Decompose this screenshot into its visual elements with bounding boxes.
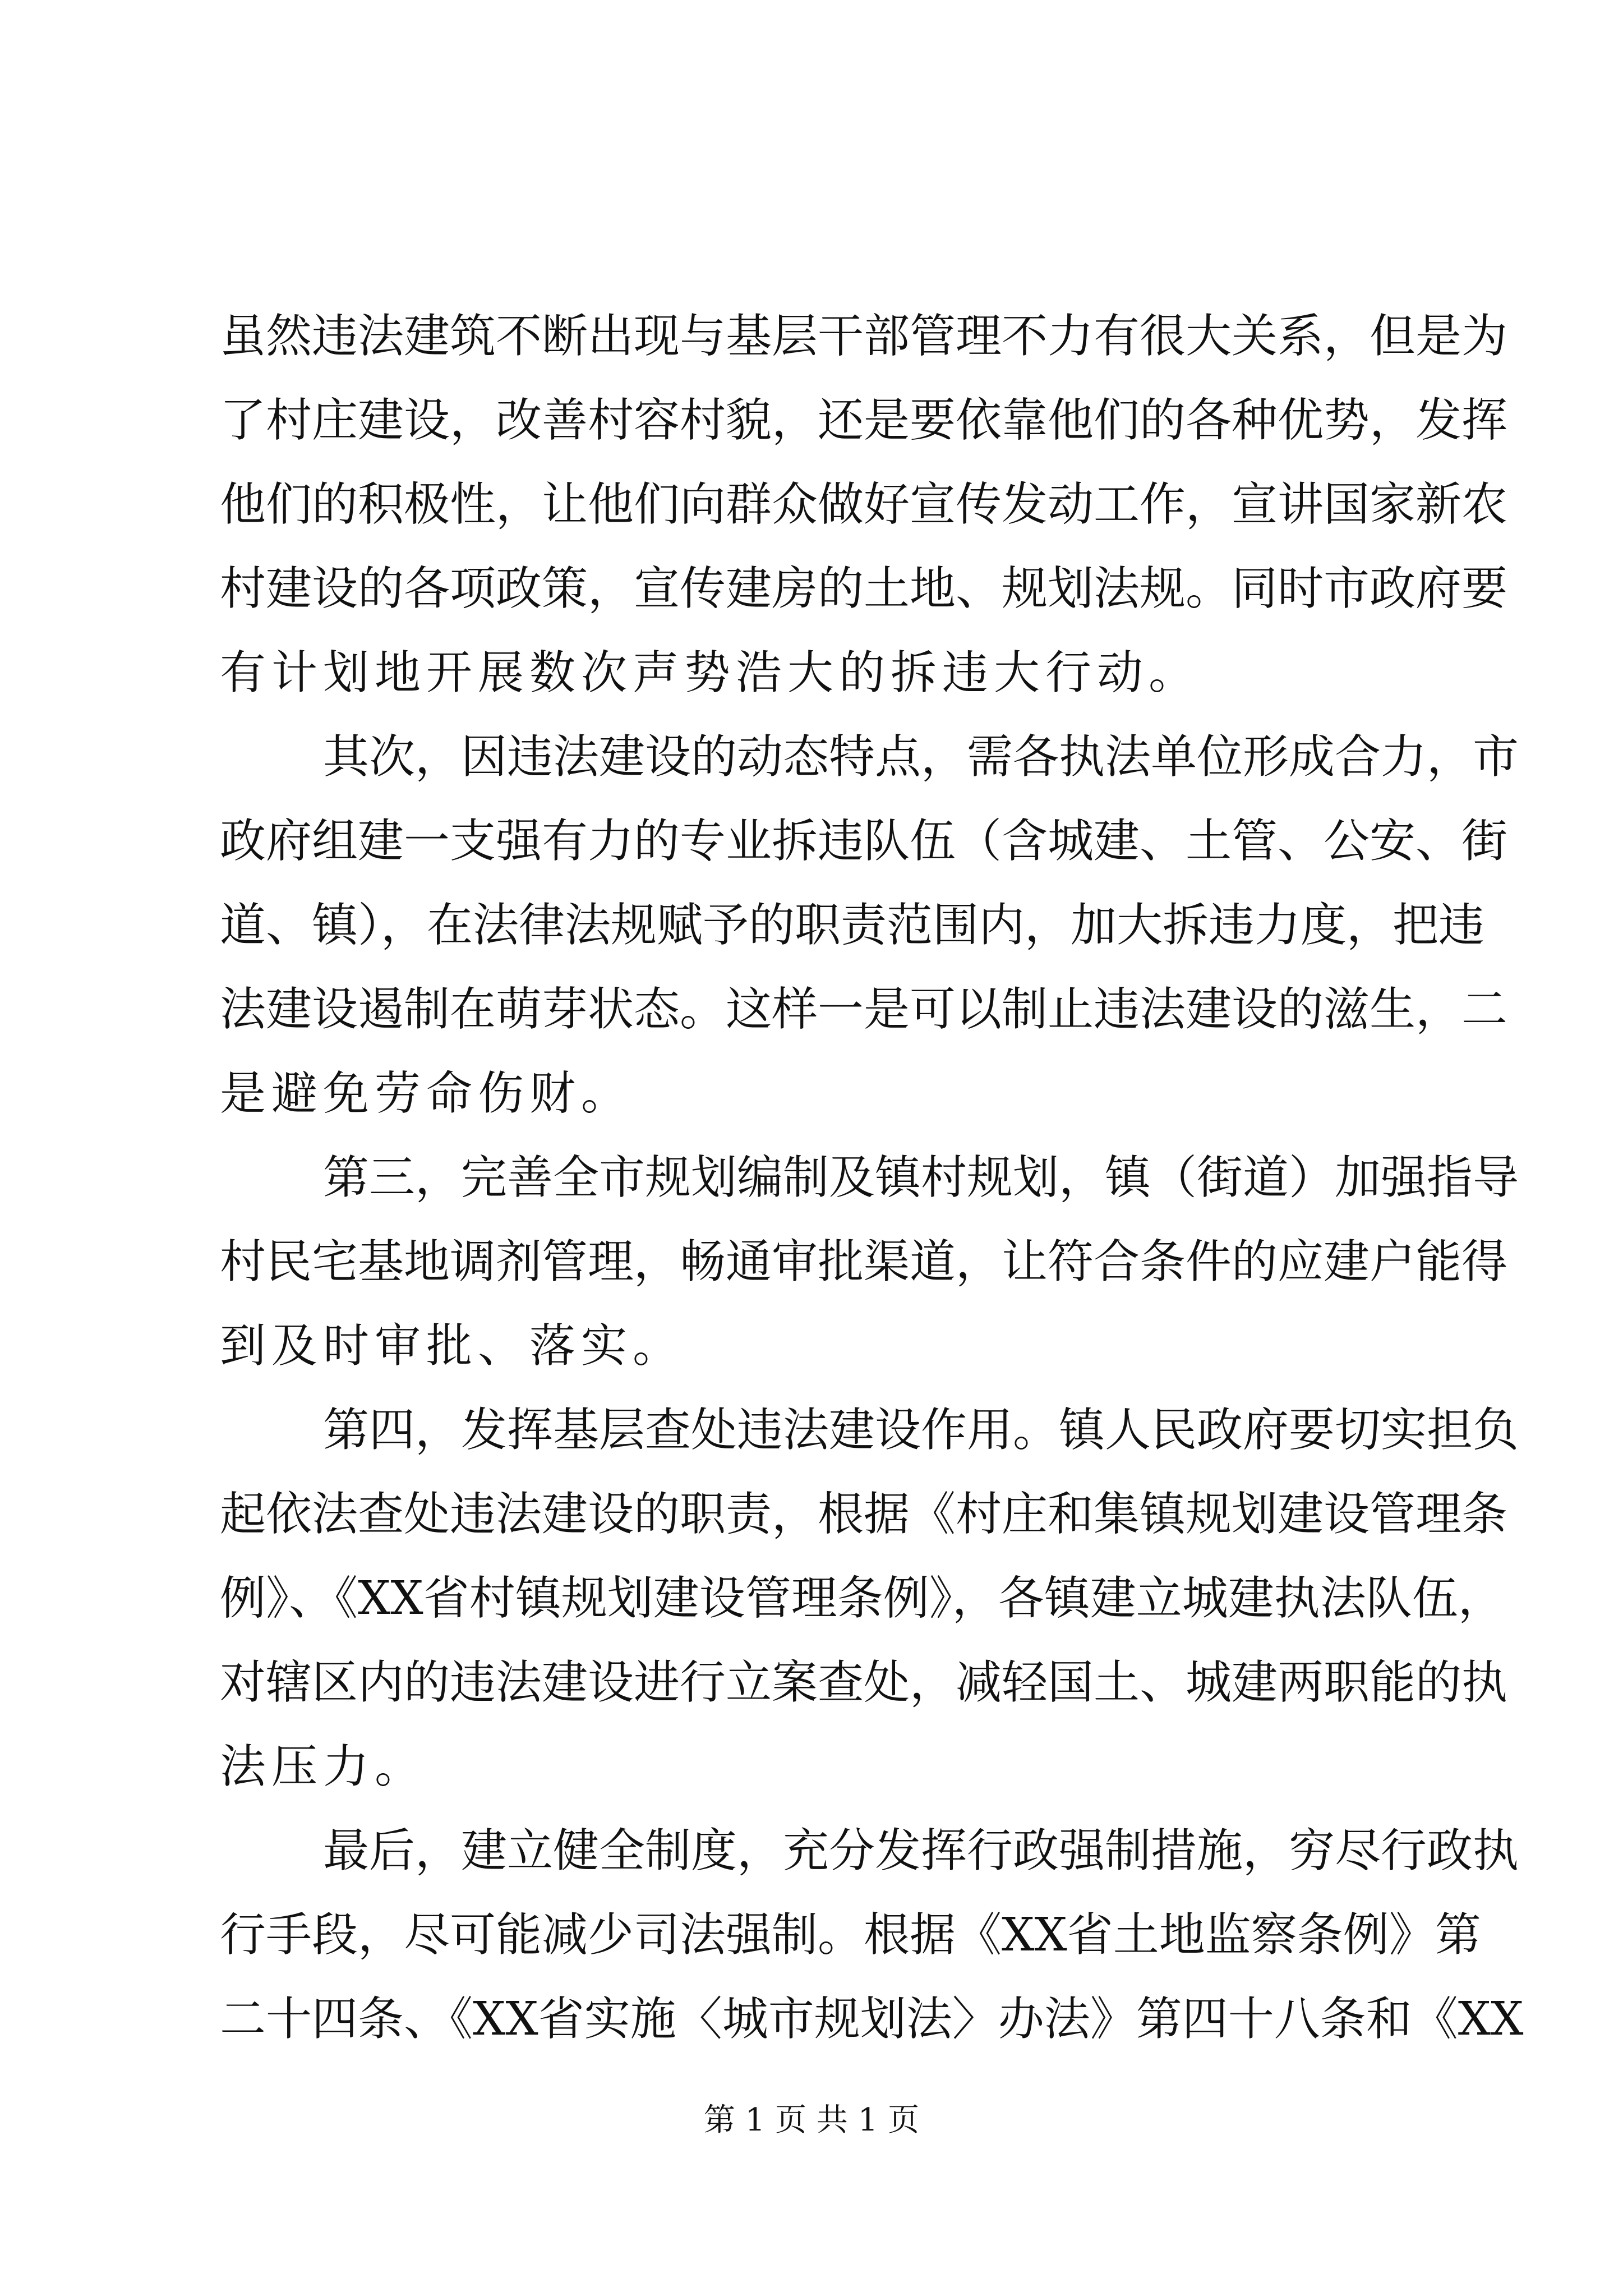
- paragraph-start-line: 其次，因违法建设的动态特点，需各执法单位形成合力，市: [323, 730, 1519, 784]
- text-line: 对辖区内的违法建设进行立案查处，减轻国土、城建两职能的执: [220, 1656, 1508, 1709]
- paragraph-start-line: 最后，建立健全制度，充分发挥行政强制措施，穷尽行政执: [323, 1824, 1519, 1878]
- text-line: 道、镇），在法律法规赋予的职责范围内，加大拆违力度，把违: [220, 899, 1485, 952]
- text-line: 法压力。: [220, 1740, 427, 1793]
- document-body: [220, 295, 1524, 2062]
- text-line: 二十四条、《XX省实施〈城市规划法〉办法》第四十八条和《XX: [220, 1993, 1524, 2046]
- text-line: 法建设遏制在萌芽状态。这样一是可以制止违法建设的滋生，二: [220, 983, 1508, 1036]
- text-line: 村民宅基地调剂管理，畅通审批渠道，让符合条件的应建户能得: [220, 1235, 1508, 1289]
- page-number-footer: 第 1 页 共 1 页: [703, 2102, 920, 2138]
- text-line: 到及时审批、落实。: [220, 1319, 685, 1373]
- text-line: 他们的积极性，让他们向群众做好宣传发动工作，宣讲国家新农: [220, 478, 1508, 531]
- paragraph-start-line: 第四，发挥基层查处违法建设作用。镇人民政府要切实担负: [323, 1404, 1519, 1457]
- text-line: 行手段，尽可能减少司法强制。根据《XX省土地监察条例》第: [220, 1908, 1481, 1962]
- text-line: 了村庄建设，改善村容村貌，还是要依靠他们的各种优势，发挥: [220, 394, 1508, 447]
- text-line: 虽然违法建筑不断出现与基层干部管理不力有很大关系，但是为: [220, 310, 1508, 363]
- text-line: 是避免劳命伤财。: [220, 1067, 633, 1120]
- text-line: 村建设的各项政策，宣传建房的土地、规划法规。同时市政府要: [220, 562, 1508, 615]
- text-line: 政府组建一支强有力的专业拆违队伍（含城建、土管、公安、街: [220, 815, 1508, 868]
- text-line: 有计划地开展数次声势浩大的拆违大行动。: [220, 646, 1201, 700]
- text-line: 起依法查处违法建设的职责，根据《村庄和集镇规划建设管理条: [220, 1488, 1508, 1541]
- text-line: 例》、《XX省村镇规划建设管理条例》，各镇建立城建执法队伍，: [220, 1572, 1504, 1625]
- paragraph-start-line: 第三，完善全市规划编制及镇村规划，镇（街道）加强指导: [323, 1151, 1519, 1204]
